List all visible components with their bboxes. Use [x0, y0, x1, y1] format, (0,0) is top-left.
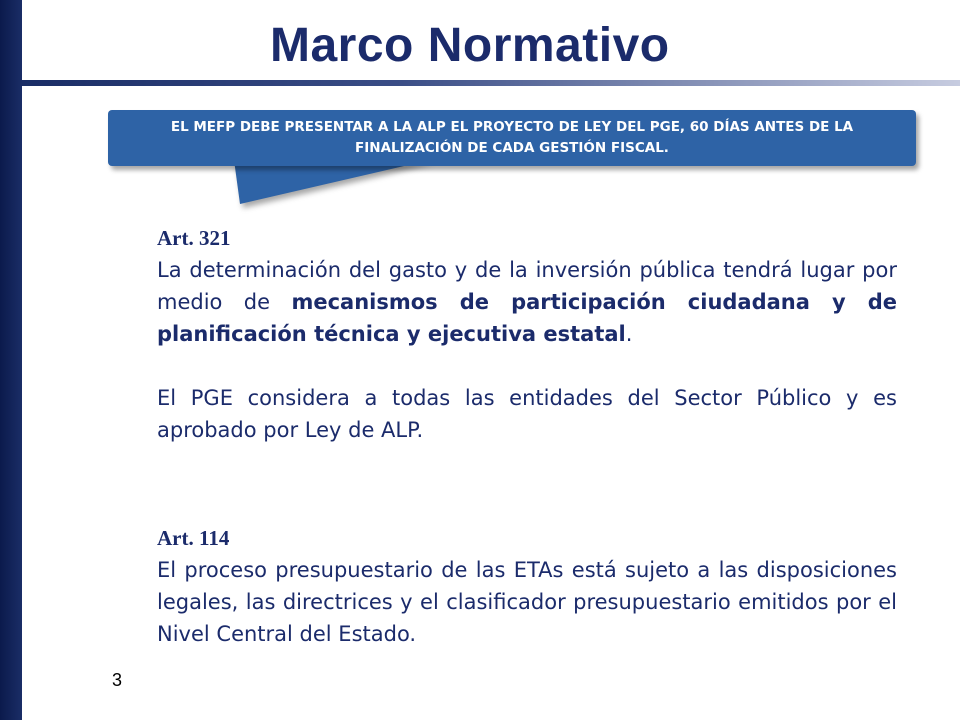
art-321-paragraph-2: El PGE considera a todas las entidades del Sector Público y es aprobado por Ley de ALP.: [157, 386, 897, 442]
art-321-paragraph-1: [157, 254, 897, 350]
callout-box: EL MEFP DEBE PRESENTAR A LA ALP EL PROYECTO DE LEY DEL PGE, 60 DÍAS ANTES DE LA FINALIZACIÓN DE CADA GESTIÓN FISCAL.: [108, 110, 916, 166]
art-114-paragraph: El proceso presupuestario de las ETAs está sujeto a las disposiciones legales, las directrices y el clasificador presupuestario emitidos por el Nivel Central del Estado.: [157, 558, 897, 646]
art-114-heading: Art. 114: [157, 526, 230, 550]
page-number: 3: [112, 670, 123, 690]
art-321-text-bold: mecanismos de participación ciudadana y de planificación técnica y ejecutiva estatal: [157, 290, 897, 346]
left-sidebar-bar: [0, 0, 22, 720]
slide-title: Marco Normativo: [270, 19, 670, 72]
art-321-text-a: La determinación del gasto y de la inversión pública tendrá lugar por medio de: [157, 258, 897, 314]
art-321-heading: Art. 321: [157, 226, 231, 250]
title-underline: [22, 80, 960, 86]
art-321-text-b: .: [625, 322, 633, 346]
